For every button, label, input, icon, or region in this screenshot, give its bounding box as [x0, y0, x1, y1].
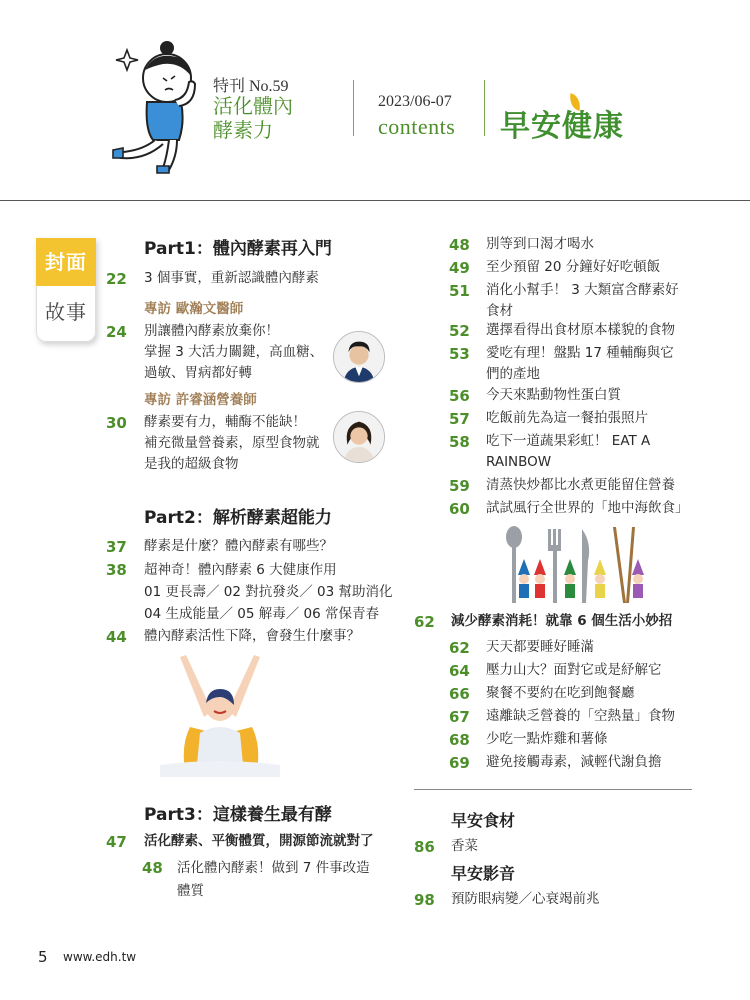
toc-page: 56: [449, 387, 470, 405]
toc-page: 49: [449, 259, 470, 277]
issue-theme-line1: 活化體內: [213, 94, 293, 118]
food-section-title: 早安食材: [451, 811, 516, 830]
toc-page: 68: [449, 731, 470, 749]
toc-entry-line: 聚餐不要約在吃到飽餐廳: [486, 685, 635, 701]
toc-page: 69: [449, 754, 470, 772]
utensils-elves-illustration: [500, 525, 650, 605]
contents-label: contents: [378, 114, 456, 139]
toc-page: 30: [106, 414, 127, 432]
toc-page: 86: [414, 838, 435, 856]
toc-entry[interactable]: [144, 321, 323, 384]
toc-page: 48: [449, 236, 470, 254]
toc-entry[interactable]: [486, 752, 662, 773]
toc-entry-line: 天天都要睡好睡滿: [486, 639, 594, 655]
toc-page: 58: [449, 433, 470, 451]
toc-entry-feature[interactable]: 減少酵素消耗！就靠 6 個生活小妙招: [451, 613, 673, 629]
toc-page: 24: [106, 323, 127, 341]
toc-entry-line: 至少預留 20 分鐘好好吃頓飯: [486, 259, 661, 275]
toc-entry[interactable]: [486, 431, 650, 473]
toc-page: 47: [106, 833, 127, 851]
toc-entry[interactable]: [144, 626, 360, 647]
toc-page: 60: [449, 500, 470, 518]
toc-entry-line: 3 個事實，重新認識體內酵素: [144, 270, 319, 286]
cover-story-tab-top: 封面: [36, 238, 96, 286]
interview-label-doctor: 專訪 歐瀚文醫師: [144, 301, 244, 317]
toc-page: 98: [414, 891, 435, 909]
issue-theme-line2: 酵素力: [213, 118, 273, 142]
toc-entry-line: 是我的超級食物: [144, 456, 239, 472]
video-section-title: 早安影音: [451, 864, 516, 883]
part1-title: Part1：體內酵素再入門: [144, 239, 332, 259]
toc-entry-line: 活化體內酵素！做到 7 件事改造: [177, 860, 370, 876]
toc-entry-line: 選擇看得出食材原本樣貌的食物: [486, 322, 675, 338]
toc-page: 37: [106, 538, 127, 556]
issue-theme: [213, 94, 343, 142]
toc-entry-line: 吃飯前先為這一餐拍張照片: [486, 410, 648, 426]
toc-entry[interactable]: [486, 385, 621, 406]
toc-entry[interactable]: [486, 280, 679, 322]
toc-page: 53: [449, 345, 470, 363]
toc-entry-line: 體內酵素活性下降，會發生什麼事？: [144, 628, 360, 644]
toc-entry-line: 別等到口渴才喝水: [486, 236, 594, 252]
cover-story-tab-bottom: 故事: [36, 286, 96, 342]
toc-entry[interactable]: [144, 268, 319, 289]
toc-entry-line: RAINBOW: [486, 454, 552, 470]
toc-entry-line: 今天來點動物性蛋白質: [486, 387, 621, 403]
toc-entry-line: 掌握 3 大活力關鍵，高血糖、: [144, 344, 324, 360]
toc-entry-line: 活化酵素、平衡體質，開源節流就對了: [144, 833, 374, 849]
toc-entry[interactable]: [486, 257, 660, 278]
toc-entry-line: 們的產地: [486, 366, 540, 382]
toc-entry[interactable]: [177, 857, 370, 903]
part3-title: Part3：這樣養生最有酵: [144, 805, 332, 825]
toc-page: 44: [106, 628, 127, 646]
section-rule: [414, 789, 692, 790]
stretching-woman-illustration: [160, 647, 280, 777]
nutritionist-avatar: [333, 411, 385, 463]
toc-entry[interactable]: [486, 706, 675, 727]
toc-entry[interactable]: 預防眼病變／心衰竭前兆: [451, 891, 600, 907]
toc-entry[interactable]: [486, 660, 662, 681]
toc-entry-line: 體質: [177, 883, 204, 899]
toc-page: 38: [106, 561, 127, 579]
toc-entry[interactable]: [486, 343, 674, 385]
toc-page: 57: [449, 410, 470, 428]
toc-entry[interactable]: [144, 536, 333, 557]
toc-page: 62: [449, 639, 470, 657]
toc-page: 48: [142, 859, 163, 877]
toc-entry-line: 超神奇！體內酵素 6 大健康作用: [144, 562, 337, 578]
toc-entry-line: 吃下一道蔬果彩虹！ EAT A: [486, 433, 651, 449]
issue-number: 特刊 No.59: [213, 78, 289, 95]
toc-entry-line: 04 生成能量／ 05 解毒／ 06 常保青春: [144, 606, 379, 622]
toc-entry-line: 清蒸快炒都比水煮更能留住營養: [486, 477, 675, 493]
toc-entry-line: 避免接觸毒素，減輕代謝負擔: [486, 754, 662, 770]
toc-entry[interactable]: [486, 320, 675, 341]
toc-entry-line: 少吃一點炸雞和薯條: [486, 731, 608, 747]
toc-page: 59: [449, 477, 470, 495]
toc-page: 66: [449, 685, 470, 703]
toc-entry[interactable]: [144, 831, 374, 852]
toc-entry[interactable]: [486, 234, 594, 255]
brand-logo: 早安健康: [500, 109, 624, 144]
doctor-avatar: [333, 331, 385, 383]
girl-illustration: [105, 40, 205, 175]
toc-entry[interactable]: [144, 412, 320, 475]
toc-page: 52: [449, 322, 470, 340]
part2-title: Part2：解析酵素超能力: [144, 508, 332, 528]
toc-page: 51: [449, 282, 470, 300]
website-link[interactable]: www.edh.tw: [63, 950, 137, 964]
toc-entry[interactable]: [486, 408, 648, 429]
page-number: 5: [38, 948, 48, 966]
toc-entry[interactable]: [144, 559, 393, 625]
toc-entry-line: 酵素是什麼？體內酵素有哪些？: [144, 538, 333, 554]
toc-page: 67: [449, 708, 470, 726]
toc-entry-line: 酵素要有力，輔酶不能缺！: [144, 414, 306, 430]
toc-entry-line: 食材: [486, 303, 513, 319]
toc-entry-line: 過敏、胃病都好轉: [144, 365, 252, 381]
toc-entry-line: 壓力山大？面對它或是紓解它: [486, 662, 662, 678]
toc-entry-line: 愛吃有理！盤點 17 種輔酶與它: [486, 345, 674, 361]
header-divider-2: [484, 80, 485, 136]
header-divider: [353, 80, 354, 136]
toc-entry[interactable]: [486, 683, 635, 704]
toc-entry-line: 試試風行全世界的「地中海飲食」: [486, 500, 689, 516]
toc-entry-line: 別讓體內酵素放棄你！: [144, 323, 279, 339]
issue-date: 2023/06-07: [378, 93, 452, 110]
toc-entry-line: 遠離缺乏營養的「空熱量」食物: [486, 708, 675, 724]
toc-entry[interactable]: [486, 475, 675, 496]
toc-entry[interactable]: [486, 637, 594, 658]
toc-entry-line: 01 更長壽／ 02 對抗發炎／ 03 幫助消化: [144, 584, 393, 600]
toc-entry[interactable]: 香菜: [451, 838, 478, 854]
toc-entry[interactable]: [486, 498, 689, 519]
toc-entry-line: 補充微量營養素，原型食物就: [144, 435, 320, 451]
cover-story-tab: [36, 238, 96, 342]
toc-page: 62: [414, 613, 435, 631]
toc-page: 22: [106, 270, 127, 288]
header-rule: [0, 200, 750, 201]
toc-entry[interactable]: [486, 729, 608, 750]
toc-page: 64: [449, 662, 470, 680]
interview-label-nutritionist: 專訪 許睿涵營養師: [144, 392, 257, 408]
toc-entry-line: 消化小幫手！ 3 大類富含酵素好: [486, 282, 679, 298]
